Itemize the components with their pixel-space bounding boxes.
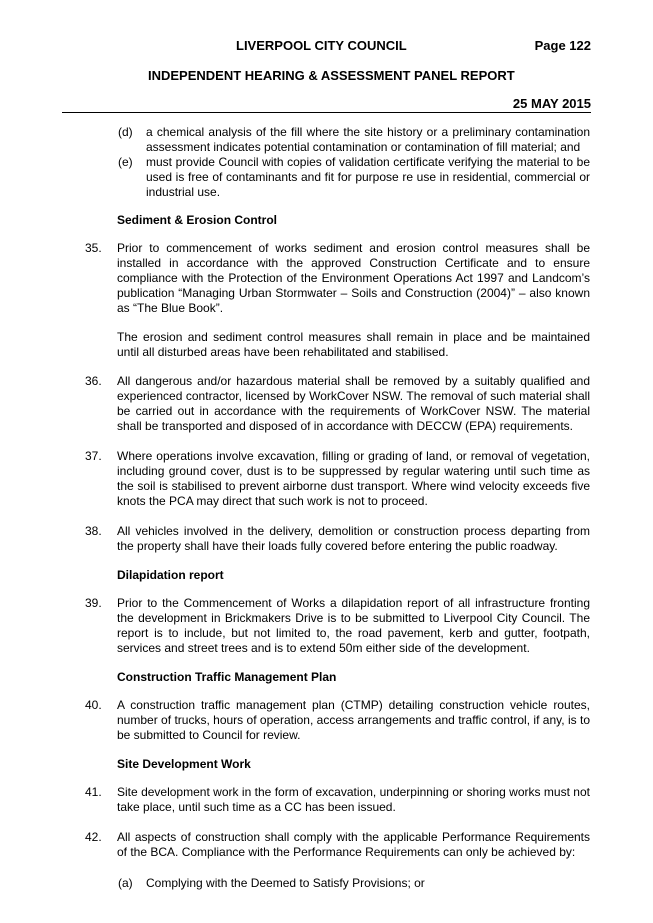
condition-39 <box>0 596 653 656</box>
section-heading-sediment: Sediment & Erosion Control <box>117 213 278 227</box>
condition-38 <box>0 524 653 554</box>
condition-number: 36. <box>85 374 102 388</box>
item-text: a chemical analysis of the fill where the site history or a preliminary contamination assessment indicates potential contamination or contamination of fill material; and <box>146 125 590 154</box>
condition-41 <box>0 785 653 815</box>
document-body <box>0 125 653 891</box>
condition-text: A construction traffic management plan (CTMP) detailing construction vehicle routes, number of trucks, hours of operation, access arrangements and traffic control, if any, is to be submitted to Council for review. <box>117 698 590 742</box>
condition-text: Site development work in the form of excavation, underpinning or shoring works must not take place, until such time as a CC has been issued. <box>117 785 590 814</box>
section-heading-traffic: Construction Traffic Management Plan <box>117 670 337 684</box>
condition-35 <box>0 241 653 316</box>
page-number: Page 122 <box>534 38 591 53</box>
condition-text: Prior to the Commencement of Works a dilapidation report of all infrastructure fronting the development in Brickmakers Drive is to be submitted to Liverpool City Council. The report is to include, but not limited to, the road pavement, kerb and gutter, footpath, services and street trees and is to extend 50m either side of the development. <box>117 596 590 655</box>
condition-text: All dangerous and/or hazardous material shall be removed by a suitably qualified and experienced contractor, licensed by WorkCover NSW. The removal of such material shall be carried out in accordance with the requirements of WorkCover NSW. The material shall be transported and disposed of in accordance with DECCW (EPA) requirements. <box>117 374 590 433</box>
condition-number: 35. <box>85 241 102 255</box>
list-item-d <box>0 125 653 155</box>
condition-text: All aspects of construction shall comply with the applicable Performance Requirements of the BCA. Compliance with the Performance Requirements can only be achieved by: <box>117 830 590 859</box>
item-label: (e) <box>118 155 133 169</box>
condition-text: Prior to commencement of works sediment and erosion control measures shall be installed in accordance with the approved Construction Certificate and to ensure compliance with the Protection of the Environment Operations Act 1997 and Landcom’s publication “Managing Urban Stormwater – Soils and Construction (2004)” – also known as “The Blue Book”. <box>117 241 590 315</box>
item-text: must provide Council with copies of validation certificate verifying the material to be used is free of contaminants and fit for purpose re use in residential, commercial or industrial use. <box>146 155 590 199</box>
section-heading-site: Site Development Work <box>117 757 251 771</box>
condition-number: 39. <box>85 596 102 610</box>
item-label: (a) <box>118 876 133 890</box>
header-divider <box>62 112 591 113</box>
condition-40 <box>0 698 653 743</box>
condition-number: 40. <box>85 698 102 712</box>
condition-42 <box>0 830 653 860</box>
condition-number: 37. <box>85 449 102 463</box>
condition-number: 42. <box>85 830 102 844</box>
list-item-a <box>0 876 653 891</box>
list-item-e <box>0 155 653 200</box>
report-title: INDEPENDENT HEARING & ASSESSMENT PANEL REPORT <box>148 68 515 83</box>
condition-number: 38. <box>85 524 102 538</box>
page-header <box>0 38 653 54</box>
item-label: (d) <box>118 125 133 139</box>
condition-37 <box>0 449 653 509</box>
condition-text: All vehicles involved in the delivery, demolition or construction process departing from the property shall have their loads fully covered before entering the public roadway. <box>117 524 590 553</box>
report-date: 25 MAY 2015 <box>512 96 591 111</box>
section-heading-dilapidation: Dilapidation report <box>117 568 224 582</box>
condition-35-paragraph: The erosion and sediment control measures shall remain in place and be maintained until all disturbed areas have been rehabilitated and stabilised. <box>117 330 590 359</box>
item-text: Complying with the Deemed to Satisfy Provisions; or <box>146 876 425 890</box>
council-name: LIVERPOOL CITY COUNCIL <box>236 38 407 53</box>
condition-number: 41. <box>85 785 102 799</box>
condition-text: Where operations involve excavation, filling or grading of land, or removal of vegetation, including ground cover, dust is to be suppressed by regular watering until such time as the soil is stabilised to prevent airborne dust transport. Where wind velocity exceeds five knots the PCA may direct that such work is not to proceed. <box>117 449 590 508</box>
condition-36 <box>0 374 653 434</box>
